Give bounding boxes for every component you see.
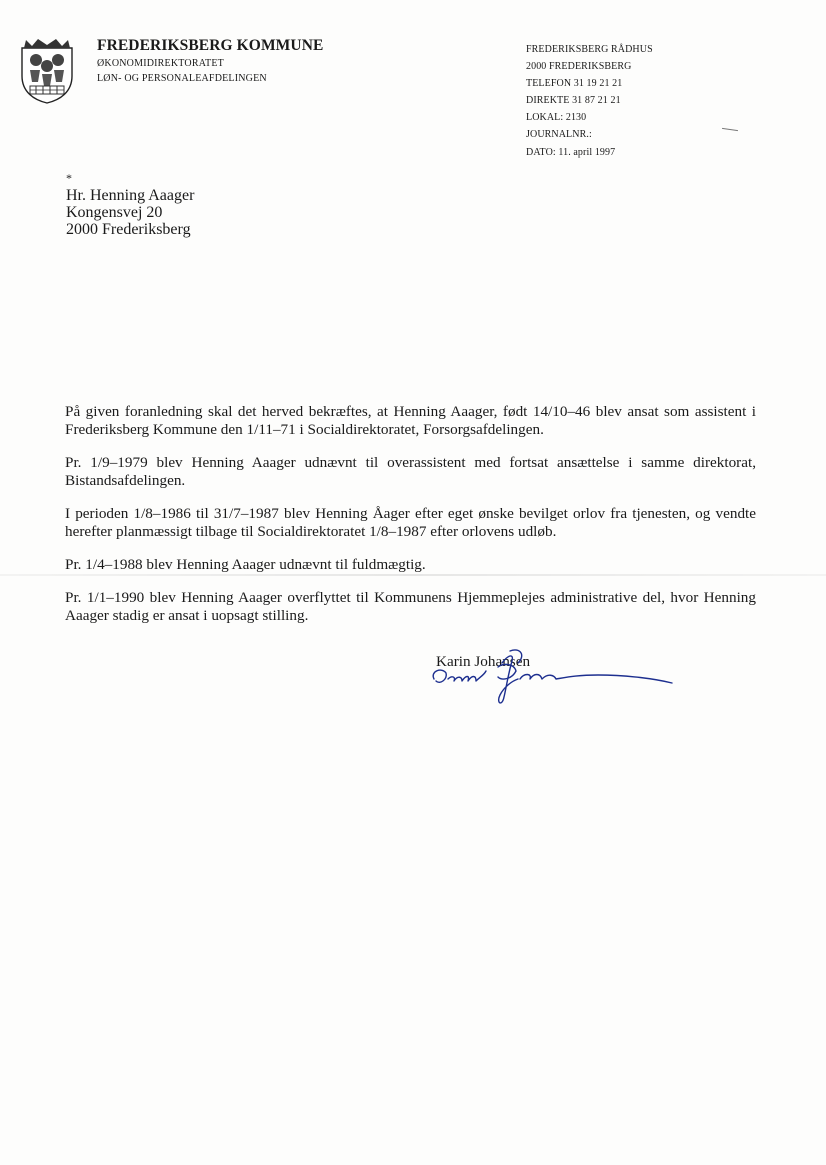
- signer-name: Karin Johansen: [436, 653, 531, 670]
- recipient-street: Kongensvej 20: [66, 204, 163, 221]
- contact-extension: LOKAL: 2130: [526, 112, 587, 124]
- contact-block: [526, 41, 653, 161]
- letter-date: DATO: 11. april 1997: [526, 146, 616, 158]
- recipient-address: [66, 187, 194, 238]
- recipient-name: Hr. Henning Aaager: [66, 187, 195, 204]
- paragraph-3: I perioden 1/8–1986 til 31/7–1987 blev Henning Åager efter eget ønske bevilget orlov fra tjenesten, og vendte herefter planmæssigt tilbage til Socialdirektoratet 1/8–1987 efter orlovens udløb.: [65, 505, 756, 540]
- org-name: FREDERIKSBERG KOMMUNE: [97, 37, 324, 54]
- contact-building: FREDERIKSBERG RÅDHUS: [526, 44, 653, 55]
- signature-block: [436, 653, 530, 671]
- asterisk-marker: *: [66, 171, 72, 185]
- coat-of-arms-icon: [16, 36, 78, 104]
- letterhead-org: [97, 37, 323, 88]
- recipient-city: 2000 Frederiksberg: [66, 221, 191, 238]
- pen-mark: [722, 128, 738, 131]
- letter-body: [65, 403, 756, 640]
- paragraph-4: Pr. 1/4–1988 blev Henning Aaager udnævnt til fuldmægtig.: [65, 556, 426, 573]
- contact-city: 2000 FREDERIKSBERG: [526, 61, 632, 73]
- contact-phone: TELEFON 31 19 21 21: [526, 78, 623, 90]
- contact-direct: DIREKTE 31 87 21 21: [526, 95, 621, 107]
- division-name: LØN- OG PERSONALEAFDELINGEN: [97, 73, 267, 84]
- paragraph-5: Pr. 1/1–1990 blev Henning Aaager overflyttet til Kommunens Hjemmeplejes administrative del, hvor Henning Aaager stadig er ansat i uopsagt stilling.: [65, 589, 756, 624]
- contact-journal: JOURNALNR.:: [526, 129, 592, 141]
- department-name: ØKONOMIDIREKTORATET: [97, 58, 224, 69]
- handwritten-signature: [428, 641, 676, 711]
- paragraph-2: Pr. 1/9–1979 blev Henning Aaager udnævnt til overassistent med fortsat ansættelse i samme direktorat, Bistandsafdelingen.: [65, 454, 756, 489]
- paragraph-1: På given foranledning skal det herved bekræftes, at Henning Aaager, født 14/10–46 blev ansat som assistent i Frederiksberg Kommune den 1/11–71 i Socialdirektoratet, Forsorgsafdelingen.: [65, 403, 756, 438]
